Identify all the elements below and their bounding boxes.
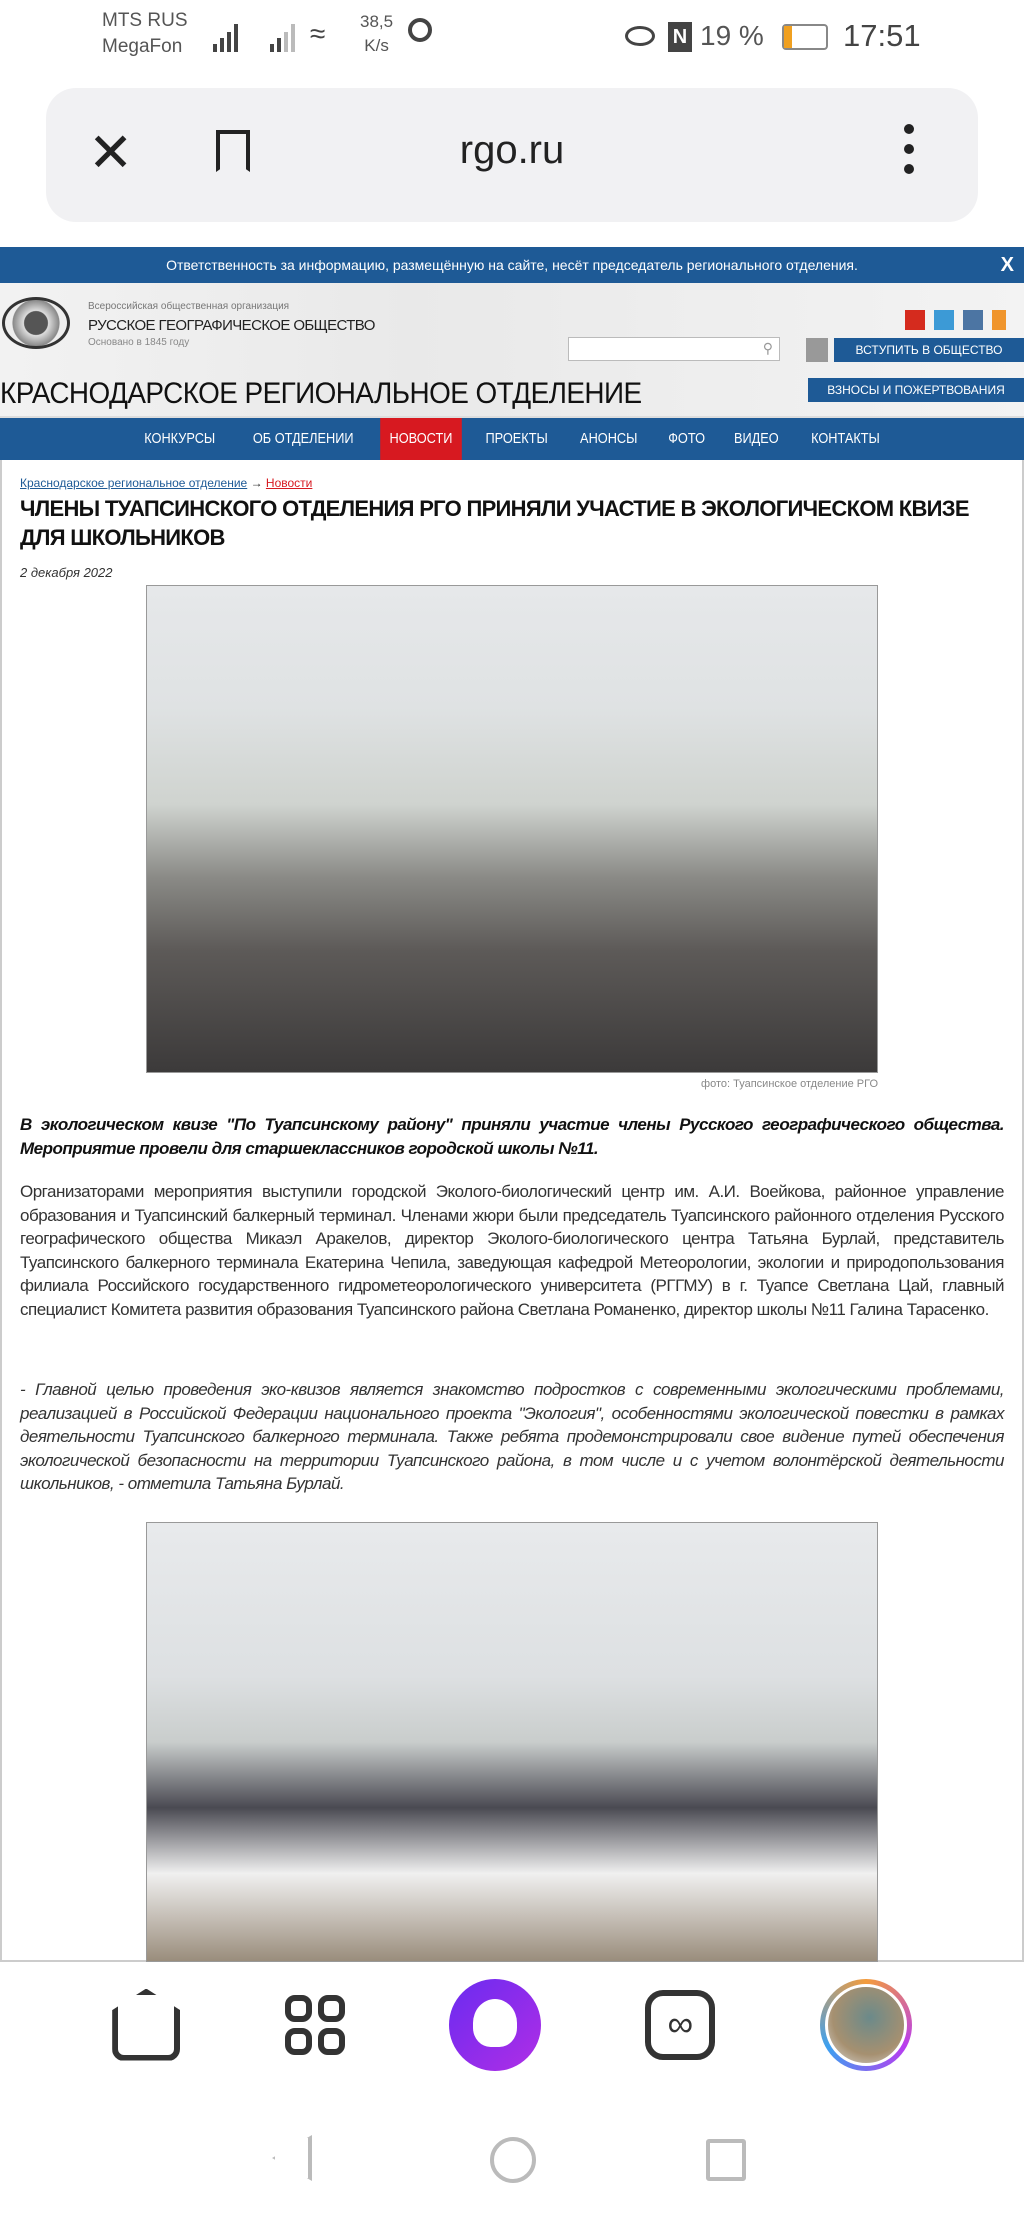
article-paragraph: Организаторами мероприятия выступили городской Эколого-биологический центр им. А.И. Воейкова, районное управление образования и Туапсинский балкерный терминал. Членами жюри были председатель Туапсинского районного отделения Русского географического общества Микаэл Аракелов, директор Эколого-биологического центра Татьяна Бурлай, представитель Туапсинского балкерного терминала Екатерина Чепила, заведующая кафедрой Метеорологии, экологии и природопользования филиала Российского государственного гидрометеорологического университета (РГГМУ) в г. Туапсе Светлана Цай, главный специалист Комитета развития образования Туапсинского района Светлана Романенко, директор школы №11 Галина Тарасенко. bbox=[20, 1182, 1004, 1319]
browser-bottom-bar bbox=[0, 1962, 1024, 2087]
system-nav-bar bbox=[0, 2087, 1024, 2219]
search-icon bbox=[408, 18, 432, 42]
banner-close-button[interactable]: X bbox=[1000, 254, 1014, 276]
signal-2-icon bbox=[270, 22, 300, 52]
net-speed-value: 38,5 bbox=[360, 12, 394, 31]
nav-contacts[interactable]: КОНТАКТЫ bbox=[810, 430, 880, 447]
banner-text: Ответственность за информацию, размещённую на сайте, несёт председатель регионального отделения. bbox=[166, 257, 858, 273]
region-title: КРАСНОДАРСКОЕ РЕГИОНАЛЬНОЕ ОТДЕЛЕНИЕ bbox=[0, 377, 642, 410]
profile-avatar[interactable] bbox=[820, 1979, 912, 2071]
net-speed-unit: K/s bbox=[364, 36, 389, 55]
battery-percent: 19 % bbox=[700, 20, 764, 51]
carrier-1: MTS RUS bbox=[102, 10, 188, 31]
user-icon bbox=[806, 338, 828, 362]
join-society-button[interactable]: ВСТУПИТЬ В ОБЩЕСТВО bbox=[834, 338, 1024, 362]
founded-text: Основано в 1845 году bbox=[88, 337, 190, 348]
nav-news[interactable]: НОВОСТИ bbox=[380, 418, 462, 460]
home-icon[interactable] bbox=[112, 1989, 180, 2061]
ok-icon[interactable] bbox=[992, 310, 1006, 330]
breadcrumb-region-link[interactable]: Краснодарское региональное отделение bbox=[20, 476, 248, 490]
alice-assistant-button[interactable] bbox=[449, 1979, 541, 2071]
url-text[interactable]: rgo.ru bbox=[459, 128, 565, 172]
breadcrumb bbox=[20, 476, 312, 490]
article-photo-group[interactable] bbox=[146, 1522, 878, 1962]
article-date: 2 декабря 2022 bbox=[20, 565, 113, 580]
search-icon[interactable]: ⚲ bbox=[762, 340, 773, 356]
nav-photo[interactable]: ФОТО bbox=[668, 430, 705, 447]
vk-icon[interactable] bbox=[963, 310, 983, 330]
nav-contests[interactable]: КОНКУРСЫ bbox=[144, 430, 216, 447]
main-nav bbox=[0, 418, 1024, 460]
donate-button[interactable]: ВЗНОСЫ И ПОЖЕРТВОВАНИЯ bbox=[808, 378, 1024, 402]
tabs-grid-icon[interactable] bbox=[285, 1995, 345, 2055]
org-small-text: Всероссийская общественная организация bbox=[88, 301, 290, 312]
carrier-2: MegaFon bbox=[102, 36, 183, 57]
article-photo-quiz[interactable] bbox=[146, 585, 878, 1073]
youtube-icon[interactable] bbox=[905, 310, 925, 330]
arrow-right-icon: → bbox=[250, 476, 263, 490]
site-header bbox=[0, 283, 1024, 418]
wifi-icon: ≈ bbox=[310, 18, 326, 49]
eye-icon bbox=[625, 26, 655, 46]
telegram-icon[interactable] bbox=[934, 310, 954, 330]
rgo-logo[interactable] bbox=[2, 297, 70, 349]
nfc-icon: N bbox=[668, 22, 692, 52]
signal-icon bbox=[213, 22, 243, 52]
status-bar bbox=[0, 0, 1024, 80]
battery-icon bbox=[782, 24, 828, 50]
nav-projects[interactable]: ПРОЕКТЫ bbox=[485, 430, 548, 447]
org-name: РУССКОЕ ГЕОГРАФИЧЕСКОЕ ОБЩЕСТВО bbox=[88, 317, 375, 334]
nav-announcements[interactable]: АНОНСЫ bbox=[580, 430, 638, 447]
infinity-app-icon[interactable]: ∞ bbox=[645, 1990, 715, 2060]
browser-url-bar bbox=[46, 88, 978, 222]
recents-icon[interactable] bbox=[706, 2139, 746, 2181]
article-quote: - Главной целью проведения эко-квизов является знакомство подростков с современными экологическими проблемами, реализацией в Российской Федерации национального проекта "Экология", особенностями экологической повестки в рамках деятельности Туапсинского балкерного терминала. Также ребята продемонстрировали свое видение путей обеспечения экологической безопасности на территории Туапсинского района, в том числе и с учетом волонтёрской деятельности школьников, - отметила Татьяна Бурлай. bbox=[20, 1380, 1004, 1493]
article-lead: В экологическом квизе "По Туапсинскому району" приняли участие члены Русского географического общества. Мероприятие провели для старшеклассников городской школы №11. bbox=[20, 1115, 1004, 1158]
home-circle-icon[interactable] bbox=[490, 2137, 536, 2183]
nav-video[interactable]: ВИДЕО bbox=[734, 430, 779, 447]
site-search-input[interactable] bbox=[568, 337, 780, 361]
responsibility-banner bbox=[0, 247, 1024, 283]
photo-caption: фото: Туапсинское отделение РГО bbox=[701, 1078, 878, 1090]
more-menu-icon[interactable] bbox=[904, 124, 914, 174]
nav-about[interactable]: ОБ ОТДЕЛЕНИИ bbox=[252, 430, 354, 447]
clock: 17:51 bbox=[843, 18, 921, 53]
close-icon[interactable]: ✕ bbox=[88, 123, 134, 183]
breadcrumb-news-link[interactable]: Новости bbox=[265, 476, 313, 490]
back-icon[interactable] bbox=[272, 2135, 312, 2181]
article-title: ЧЛЕНЫ ТУАПСИНСКОГО ОТДЕЛЕНИЯ РГО ПРИНЯЛИ УЧАСТИЕ В ЭКОЛОГИЧЕСКОМ КВИЗЕ ДЛЯ ШКОЛЬНИКОВ bbox=[20, 496, 969, 550]
